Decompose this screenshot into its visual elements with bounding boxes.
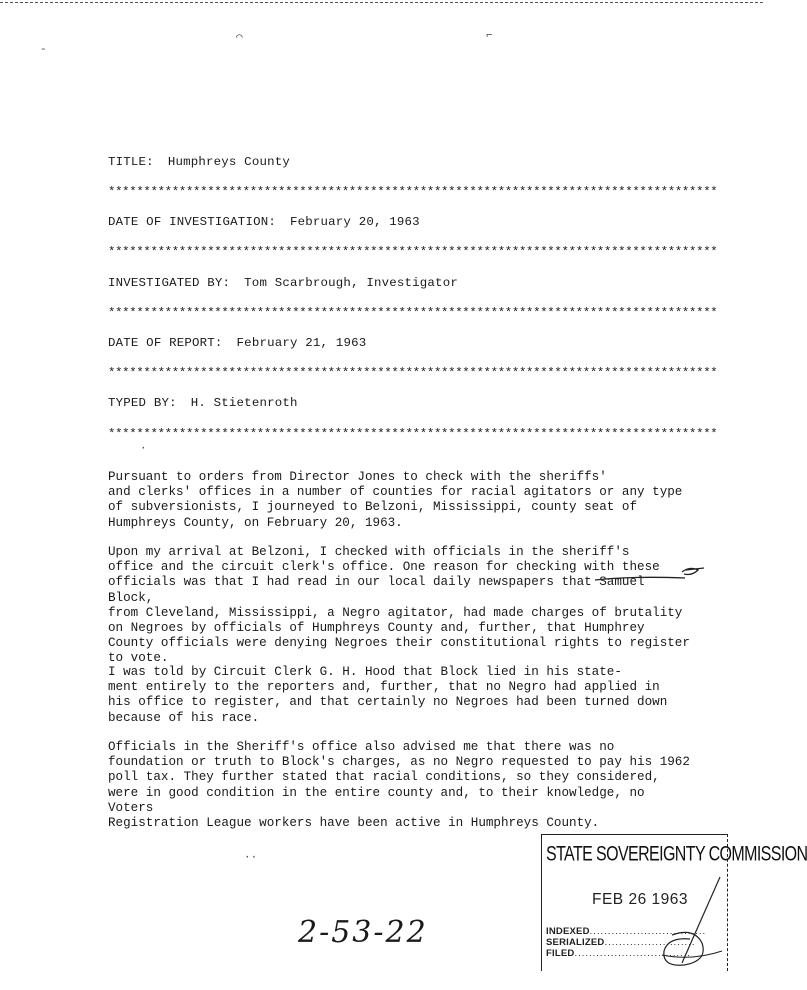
date-of-investigation-value: February 20, 1963 xyxy=(289,215,420,229)
title-value: Humphreys County xyxy=(167,155,290,169)
body-paragraph: Officials in the Sheriff's office also advised me that there was no foundation or truth to Block's charges, as no Negro requested to pay his 1962 poll tax. They further stated that racial conditions, so they considered, were in good condition in the entire county and, to their knowledge, no Voters Registration League workers have been active in Humphreys County. xyxy=(108,740,690,831)
typed-by-label: TYPED BY: xyxy=(108,396,177,410)
handwritten-file-number xyxy=(298,912,468,952)
received-stamp xyxy=(541,834,807,971)
speck-mark: - xyxy=(40,44,47,56)
body-paragraph: Pursuant to orders from Director Jones to check with the sheriffs' and clerks' offices in a number of counties for racial agitators or any type of subversionists, I journeyed to Belzoni, Mississippi, county seat of Humphreys County, on February 20, 1963. xyxy=(108,470,683,530)
typed-by-field xyxy=(108,396,298,410)
title-label: TITLE: xyxy=(108,155,154,169)
date-of-investigation-label: DATE OF INVESTIGATION: xyxy=(108,215,276,229)
stamp-row-label: INDEXED xyxy=(546,926,590,937)
speck-mark: ·· xyxy=(244,852,258,864)
handwritten-underline-mark xyxy=(590,560,710,590)
separator-line: ************************************************************************************** xyxy=(108,245,718,259)
separator-line: ************************************************************************************** xyxy=(108,306,718,320)
date-of-report-label: DATE OF REPORT: xyxy=(108,336,223,350)
separator-line: ************************************************************************************** xyxy=(108,427,718,441)
typed-by-value: H. Stietenroth xyxy=(190,396,298,410)
body-paragraph: I was told by Circuit Clerk G. H. Hood that Block lied in his state- ment entirely to the reporters and, further, that no Negro had applied in his office to register, and that certainly no Negroes had been turned down because of his race. xyxy=(108,665,668,725)
handwritten-initials-mark xyxy=(642,875,727,971)
investigated-by-field xyxy=(108,276,458,290)
stamp-date: FEB 26 1963 xyxy=(592,891,688,908)
date-of-report-field xyxy=(108,336,366,350)
speck-mark: · xyxy=(140,443,147,455)
separator-line: ************************************************************************************** xyxy=(108,185,718,199)
date-of-investigation-field xyxy=(108,215,420,229)
title-field xyxy=(108,155,290,169)
stamp-row-label: SERIALIZED xyxy=(546,937,605,948)
separator-line: ************************************************************************************** xyxy=(108,366,718,380)
body-paragraph: Upon my arrival at Belzoni, I checked with officials in the sheriff's office and the circuit clerk's office. One reason for checking with these officials was that I had read in our local daily newspapers that Samuel Block, from Cleveland, Mississippi, a Negro agitator, had made charges of brutality on Negroes by officials of Humphreys County and, further, that Humphrey County officials were denying Negroes their constitutional rights to register to vote. xyxy=(108,545,690,666)
speck-mark: ⌒ xyxy=(236,32,243,44)
handwritten-file-number-text: 2-53-22 xyxy=(298,915,428,950)
stamp-row-serialized: SERIALIZED......................... xyxy=(546,937,696,948)
date-of-report-value: February 21, 1963 xyxy=(236,336,367,350)
stamp-row-label: FILED xyxy=(546,948,575,959)
speck-mark: ⌐ xyxy=(486,30,493,42)
stamp-title: STATE SOVEREIGNTY COMMISSION xyxy=(546,843,807,866)
investigated-by-value: Tom Scarbrough, Investigator xyxy=(244,276,458,290)
investigated-by-label: INVESTIGATED BY: xyxy=(108,276,231,290)
stamp-row-indexed: INDEXED................................ xyxy=(546,926,707,937)
stamp-row-filed: FILED................................ xyxy=(546,948,691,959)
top-border-dashes xyxy=(0,2,763,3)
